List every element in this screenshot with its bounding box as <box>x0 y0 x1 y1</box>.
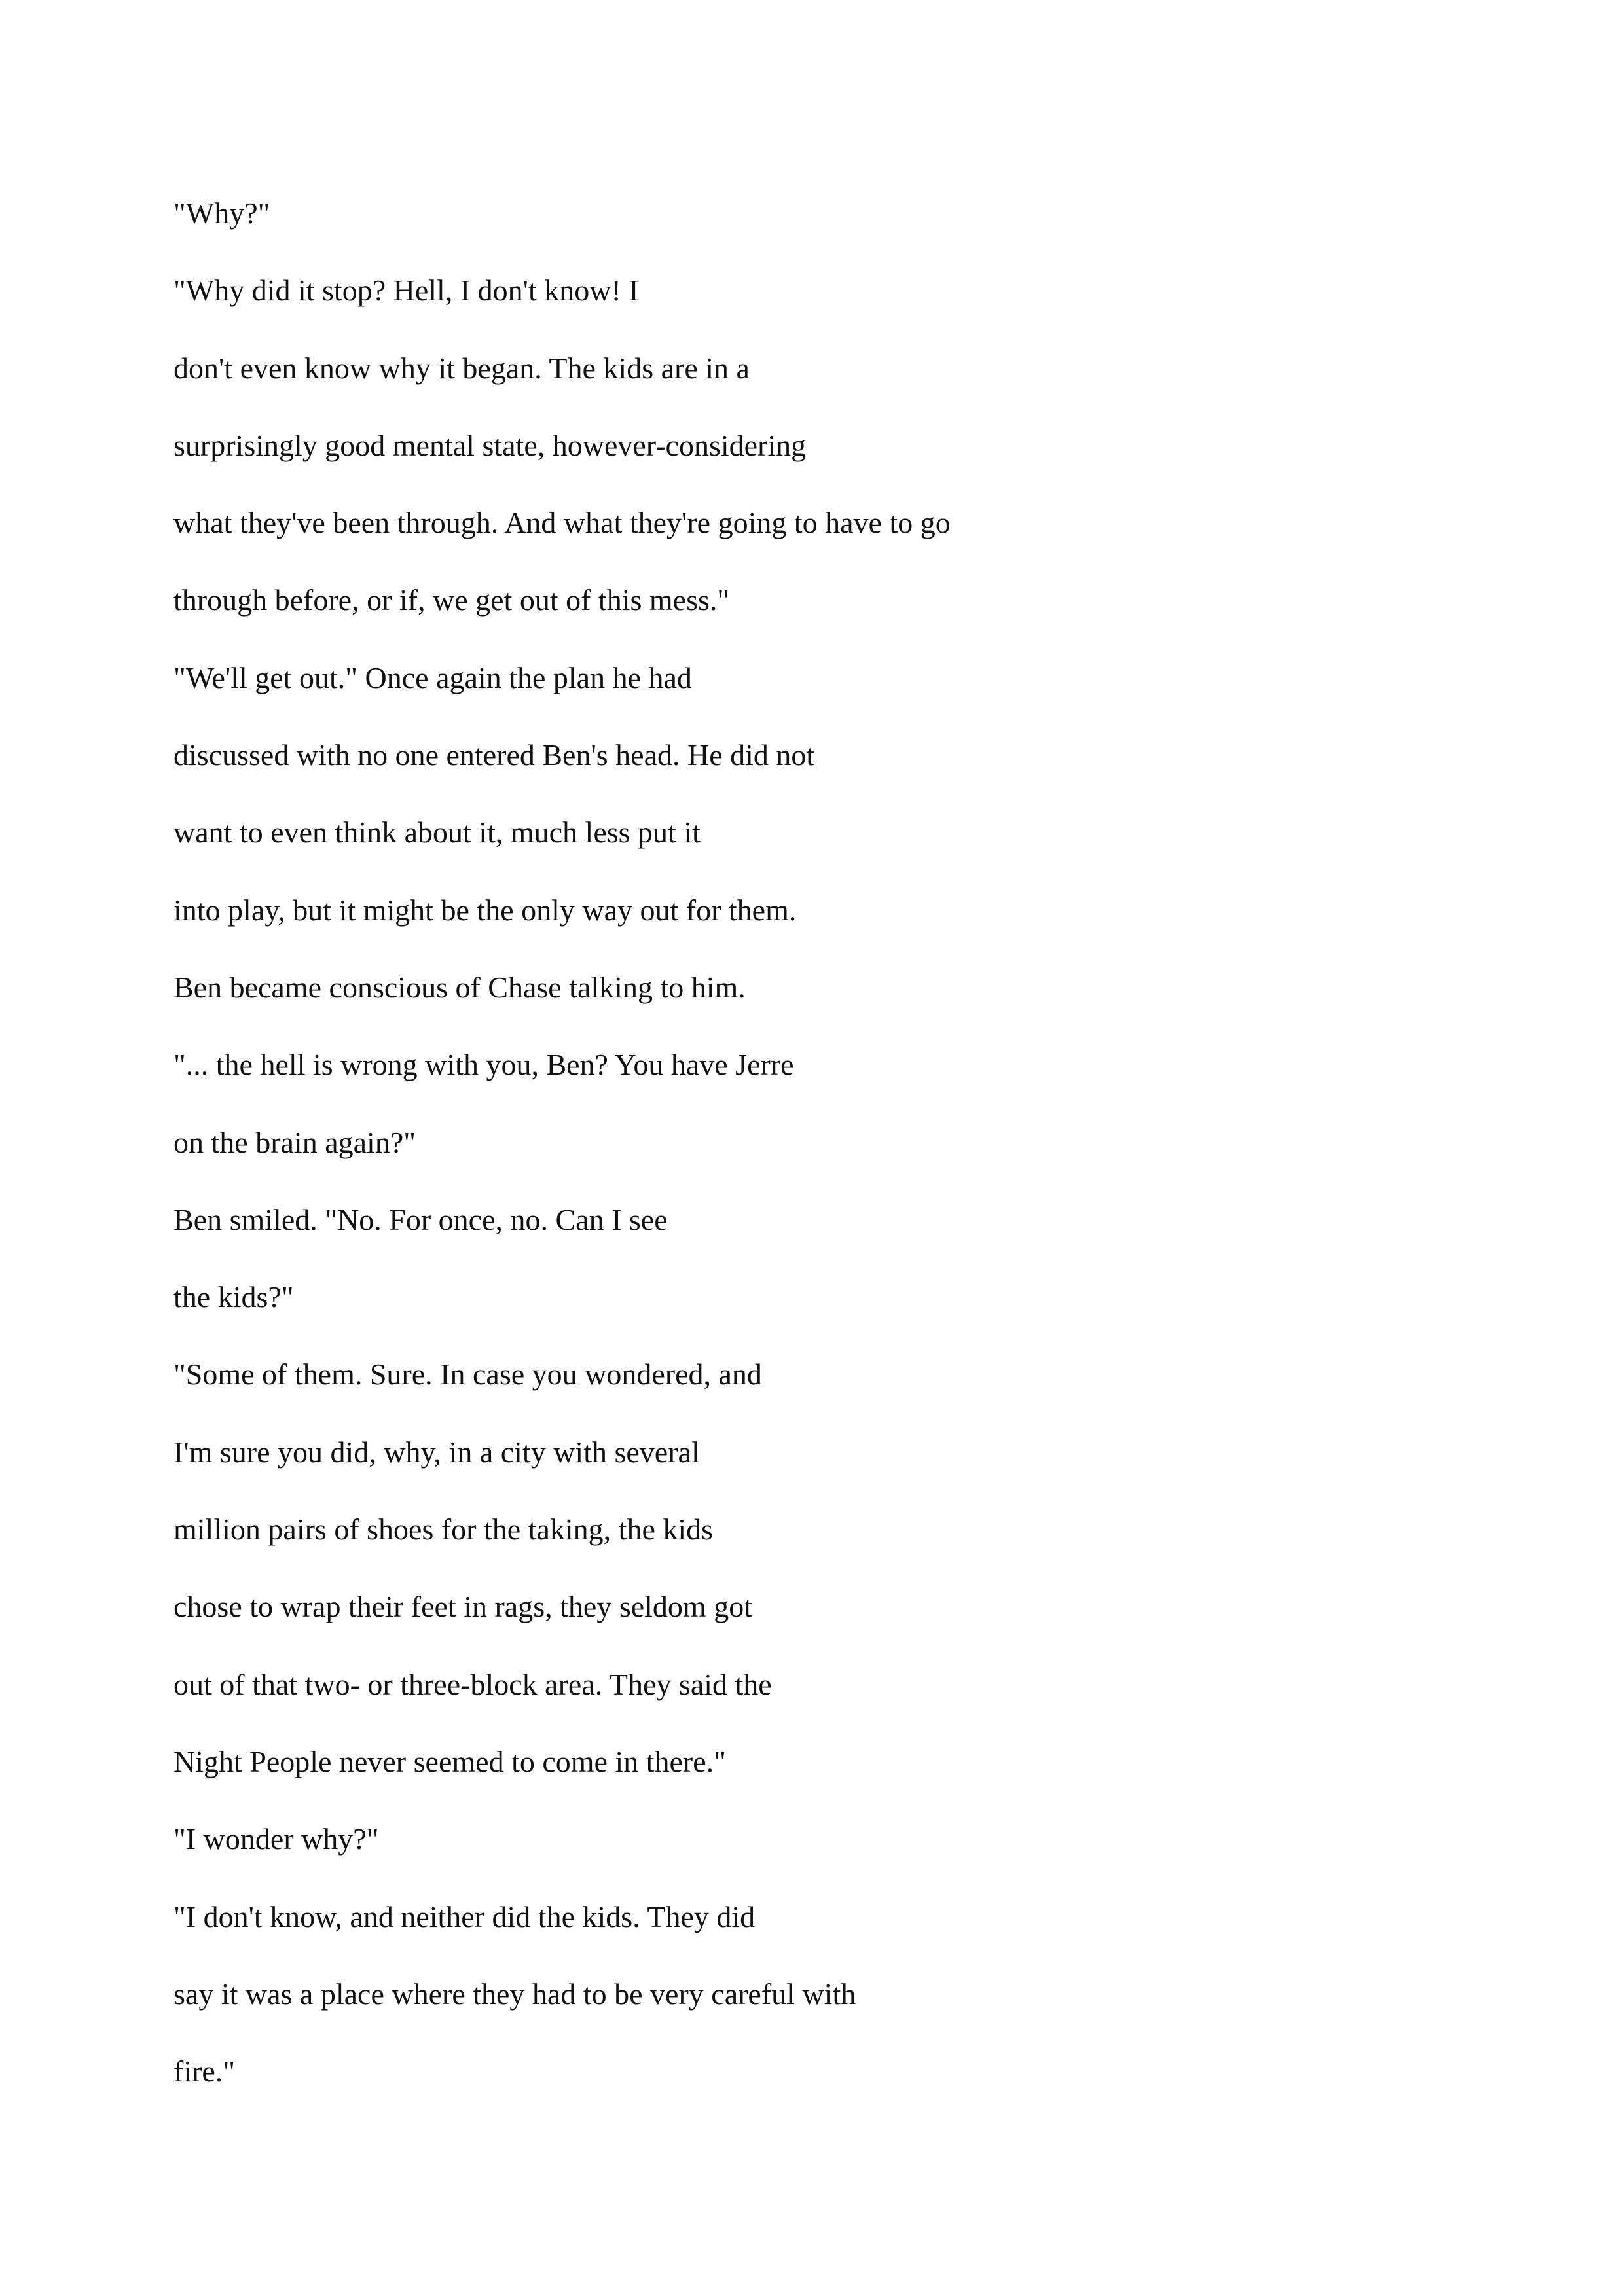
text-line: million pairs of shoes for the taking, the kids <box>173 1513 714 1547</box>
text-line: want to even think about it, much less put it <box>173 816 701 850</box>
text-line: chose to wrap their feet in rags, they seldom got <box>173 1590 752 1624</box>
text-line: discussed with no one entered Ben's head. He did not <box>173 738 815 772</box>
body-text <box>173 187 1483 2123</box>
text-line: the kids?" <box>173 1280 294 1314</box>
text-line: "Why did it stop? Hell, I don't know! I <box>173 274 639 308</box>
text-line: don't even know why it began. The kids are in a <box>173 351 750 385</box>
text-line: into play, but it might be the only way out for them. <box>173 893 797 927</box>
text-line: I'm sure you did, why, in a city with several <box>173 1435 700 1469</box>
text-line: out of that two- or three-block area. They said the <box>173 1667 772 1701</box>
text-line: "I don't know, and neither did the kids. They did <box>173 1899 756 1933</box>
text-line: "We'll get out." Once again the plan he had <box>173 660 692 694</box>
text-line: "I wonder why?" <box>173 1822 379 1856</box>
text-line: Night People never seemed to come in there." <box>173 1744 726 1778</box>
text-line: "... the hell is wrong with you, Ben? You have Jerre <box>173 1048 794 1082</box>
text-line: Ben became conscious of Chase talking to him. <box>173 970 746 1004</box>
text-line: fire." <box>173 2054 236 2089</box>
text-line: say it was a place where they had to be very careful with <box>173 1977 856 2011</box>
text-line: through before, or if, we get out of this mess." <box>173 583 730 617</box>
text-line: surprisingly good mental state, however-considering <box>173 428 807 462</box>
text-line: on the brain again?" <box>173 1125 416 1159</box>
text-line: "Some of them. Sure. In case you wondered, and <box>173 1357 762 1391</box>
text-line: what they've been through. And what they're going to have to go <box>173 506 951 540</box>
text-line: "Why?" <box>173 196 270 230</box>
text-line: Ben smiled. "No. For once, no. Can I see <box>173 1202 668 1236</box>
